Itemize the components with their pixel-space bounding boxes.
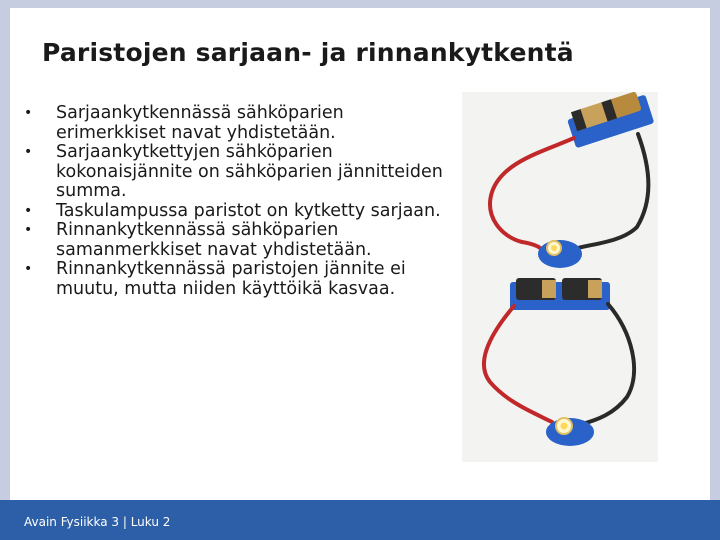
circuit-illustration: [462, 92, 658, 462]
black-wire: [582, 304, 634, 424]
parallel-circuit: [484, 278, 634, 446]
bullet-text: Sarjaankytkettyjen sähköparien kokonaisjännite on sähköparien jännitteiden summa.: [56, 142, 443, 201]
footer-bar: [0, 500, 720, 540]
red-wire: [484, 306, 552, 422]
footer-text: Avain Fysiikka 3 | Luku 2: [24, 515, 171, 529]
bullet-item: [22, 104, 452, 143]
slide-title: Paristojen sarjaan- ja rinnankytkentä: [42, 38, 574, 67]
bullet-text: Taskulampussa paristot on kytketty sarjaan.: [56, 200, 441, 221]
bullet-marker: •: [24, 144, 33, 160]
bullet-marker: •: [24, 202, 33, 219]
series-circuit: [490, 92, 654, 268]
bullet-item: [22, 202, 452, 222]
circuit-photo: [462, 92, 658, 462]
red-wire: [490, 138, 574, 250]
bullet-text: Rinnankytkennässä sähköparien samanmerkkiset navat yhdistetään.: [56, 220, 372, 260]
bullet-marker: •: [24, 222, 33, 238]
bullet-marker: •: [24, 261, 33, 277]
bullet-marker: •: [24, 105, 33, 121]
bullet-item: [22, 260, 452, 299]
bullet-text: Sarjaankytkennässä sähköparien erimerkkiset navat yhdistetään.: [56, 103, 344, 143]
bullet-list: [22, 104, 452, 299]
bullet-item: [22, 221, 452, 260]
black-wire: [578, 134, 648, 248]
bullet-item: [22, 143, 452, 202]
bullet-text: Rinnankytkennässä paristojen jännite ei muutu, mutta niiden käyttöikä kasvaa.: [56, 259, 406, 299]
